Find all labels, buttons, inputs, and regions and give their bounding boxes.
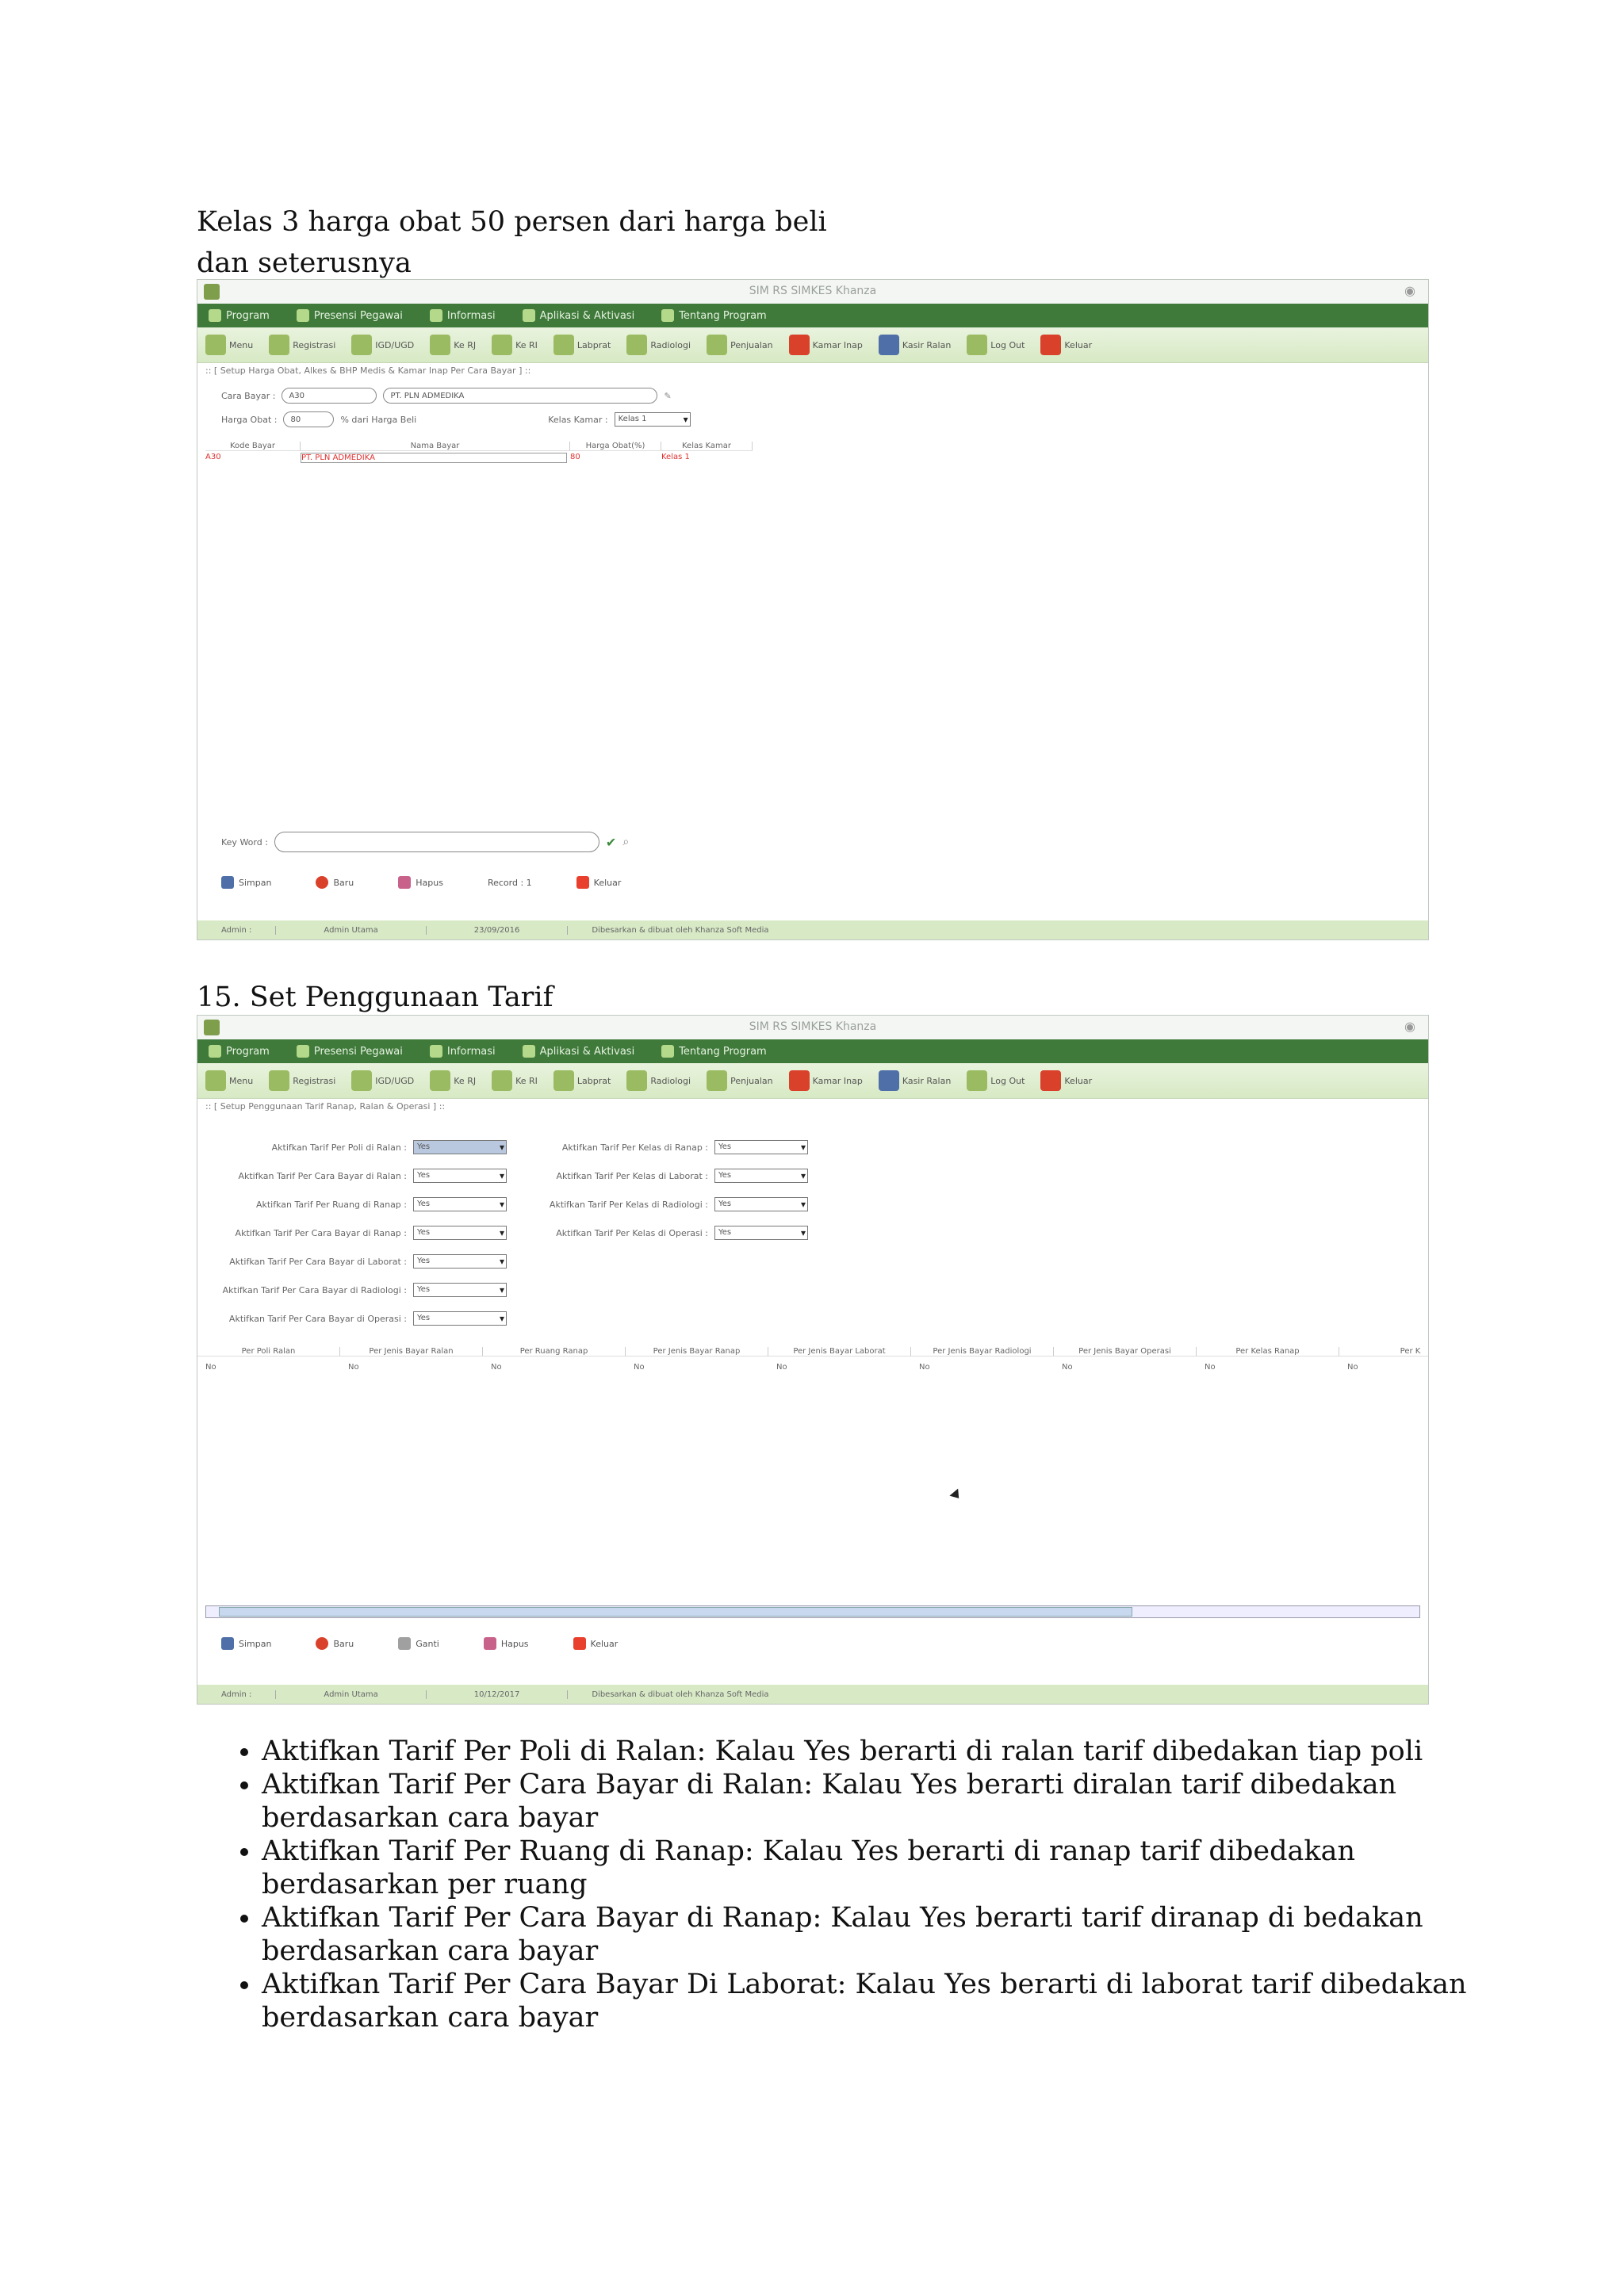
gear-icon xyxy=(523,309,535,322)
tb-menu[interactable]: Menu xyxy=(205,1070,253,1091)
window-title: SIM RS SIMKES Khanza xyxy=(749,285,877,297)
tb-kasir-ralan[interactable]: Kasir Ralan xyxy=(879,335,951,355)
list-item: • Aktifkan Tarif Per Cara Bayar di Ralan: Kalau Yes berarti diralan tarif dibedakan berdasarkan cara bayar xyxy=(262,1768,1499,1835)
tb-kamar-inap[interactable]: Kamar Inap xyxy=(789,1070,863,1091)
menu-icon xyxy=(205,335,226,355)
doctor-icon xyxy=(351,335,372,355)
field-row xyxy=(197,1219,515,1247)
column-header[interactable]: Per Jenis Bayar Ranap xyxy=(626,1347,768,1356)
status-credit: Dibesarkan & dibuat oleh Khanza Soft Media xyxy=(592,1689,769,1699)
lab-icon xyxy=(553,335,574,355)
tb-igd[interactable]: IGD/UGD xyxy=(351,1070,414,1091)
field-select[interactable]: Yes ▾ xyxy=(413,1226,507,1240)
menu-aplikasi[interactable]: Aplikasi & Aktivasi xyxy=(523,309,635,322)
record-count: Record : 1 xyxy=(487,877,532,888)
table-cell: No xyxy=(491,1363,502,1372)
list-item: • Aktifkan Tarif Per Poli di Ralan: Kalau Yes berarti di ralan tarif dibedakan tiap poli xyxy=(262,1735,1499,1768)
gear-icon xyxy=(523,1045,535,1058)
section-heading: 15. Set Penggunaan Tarif xyxy=(197,982,553,1013)
field-row xyxy=(530,1133,816,1161)
field-row xyxy=(197,1161,515,1190)
cell-nama: PT. PLN ADMEDIKA xyxy=(301,453,567,463)
info-icon xyxy=(430,1045,442,1058)
kelas-kamar-label: Kelas Kamar : xyxy=(548,414,608,425)
list-item: • Aktifkan Tarif Per Ruang di Ranap: Kalau Yes berarti di ranap tarif dibedakan berdasarkan per ruang xyxy=(262,1835,1499,1901)
close-icon xyxy=(1040,335,1061,355)
tb-igd[interactable]: IGD/UGD xyxy=(351,335,414,355)
menu-bar xyxy=(197,304,1428,327)
help-icon xyxy=(661,309,674,322)
baru-button[interactable]: Baru xyxy=(316,876,354,889)
logout-icon xyxy=(967,1070,987,1091)
close-icon xyxy=(1040,1070,1061,1091)
col-kelas-kamar[interactable]: Kelas Kamar xyxy=(661,442,753,450)
field-row xyxy=(530,1161,816,1190)
tb-log-out[interactable]: Log Out xyxy=(967,1070,1025,1091)
baru-button[interactable]: Baru xyxy=(316,1637,354,1650)
harga-obat-input[interactable]: 80 xyxy=(283,411,334,427)
column-header[interactable]: Per Jenis Bayar Radiologi xyxy=(911,1347,1054,1356)
search-icon[interactable]: ⌕ xyxy=(622,836,630,848)
intro-line-2: dan seterusnya xyxy=(197,247,412,279)
tb-menu[interactable]: Menu xyxy=(205,335,253,355)
column-header[interactable]: Per Jenis Bayar Operasi xyxy=(1054,1347,1197,1356)
table-cell: No xyxy=(634,1363,645,1372)
tb-ke-ri[interactable]: Ke RI xyxy=(492,335,538,355)
tb-ke-rj[interactable]: Ke RJ xyxy=(430,1070,476,1091)
ganti-button[interactable]: Ganti xyxy=(398,1637,439,1650)
window-title: SIM RS SIMKES Khanza xyxy=(749,1020,877,1033)
button-row xyxy=(221,876,621,889)
field-select[interactable]: Yes ▾ xyxy=(413,1140,507,1154)
section-title: :: [ Setup Penggunaan Tarif Ranap, Ralan & Operasi ] :: xyxy=(205,1101,446,1112)
close-icon xyxy=(576,876,589,889)
field-label: Aktifkan Tarif Per Cara Bayar di Operasi : xyxy=(228,1313,407,1324)
scrollbar-thumb[interactable] xyxy=(219,1607,1132,1617)
check-icon[interactable]: ✔ xyxy=(605,834,617,850)
toolbar xyxy=(197,327,1428,363)
field-select[interactable]: Yes ▾ xyxy=(413,1283,507,1297)
field-select[interactable]: Yes ▾ xyxy=(413,1254,507,1269)
book-icon xyxy=(430,335,450,355)
table-cell: No xyxy=(1205,1363,1216,1372)
person-icon xyxy=(297,309,309,322)
field-select[interactable]: Yes ▾ xyxy=(714,1169,808,1183)
status-bar xyxy=(197,920,1428,939)
column-header[interactable]: Per Jenis Bayar Laborat xyxy=(768,1347,911,1356)
cara-bayar-label: Cara Bayar : xyxy=(221,390,276,401)
info-icon xyxy=(430,309,442,322)
col-nama-bayar[interactable]: Nama Bayar xyxy=(301,442,570,450)
register-icon xyxy=(269,1070,289,1091)
harga-obat-row xyxy=(221,411,1428,427)
field-row xyxy=(197,1133,515,1161)
column-header[interactable]: Per Kelas Ranap xyxy=(1197,1347,1339,1356)
save-icon xyxy=(221,1637,234,1650)
logout-icon xyxy=(967,335,987,355)
tb-ke-ri[interactable]: Ke RI xyxy=(492,1070,538,1091)
cart-icon xyxy=(707,1070,727,1091)
menu-informasi[interactable]: Informasi xyxy=(430,309,496,322)
field-label: Aktifkan Tarif Per Kelas di Radiologi : xyxy=(549,1199,708,1210)
register-icon xyxy=(269,335,289,355)
table-row[interactable] xyxy=(205,453,1428,463)
toolbar xyxy=(197,1063,1428,1099)
col-kode-bayar[interactable]: Kode Bayar xyxy=(205,442,301,450)
menu-presensi[interactable]: Presensi Pegawai xyxy=(297,1045,403,1058)
table-cell: No xyxy=(776,1363,787,1372)
bed-icon xyxy=(492,335,512,355)
table-cell: No xyxy=(919,1363,930,1372)
hapus-button[interactable]: Hapus xyxy=(484,1637,529,1650)
status-user-label: Admin : xyxy=(197,1690,276,1699)
right-fields xyxy=(530,1133,816,1247)
window-titlebar xyxy=(197,280,1428,304)
table-header xyxy=(197,1347,1428,1357)
keluar-button[interactable]: Keluar xyxy=(573,1637,619,1650)
person-icon xyxy=(297,1045,309,1058)
table-cell: No xyxy=(1347,1363,1358,1372)
list-item: • Aktifkan Tarif Per Cara Bayar Di Laborat: Kalau Yes berarti di laborat tarif dibedakan berdasarkan cara bayar xyxy=(262,1968,1499,2034)
field-label: Aktifkan Tarif Per Kelas di Operasi : xyxy=(556,1227,708,1238)
menu-presensi[interactable]: Presensi Pegawai xyxy=(297,309,403,322)
horizontal-scrollbar[interactable] xyxy=(205,1605,1420,1618)
field-label: Aktifkan Tarif Per Cara Bayar di Ralan : xyxy=(238,1170,407,1181)
help-icon xyxy=(661,1045,674,1058)
key-icon xyxy=(209,1045,221,1058)
keyword-row xyxy=(221,832,629,852)
new-icon xyxy=(316,876,328,889)
tb-ke-rj[interactable]: Ke RJ xyxy=(430,335,476,355)
key-icon xyxy=(209,309,221,322)
field-row xyxy=(197,1304,515,1333)
intro-line-1: Kelas 3 harga obat 50 persen dari harga beli xyxy=(197,206,827,238)
cashier-icon xyxy=(879,1070,899,1091)
column-header[interactable]: Per Ruang Ranap xyxy=(483,1347,626,1356)
delete-icon xyxy=(484,1637,496,1650)
field-select[interactable]: Yes ▾ xyxy=(714,1197,808,1211)
cell-kode: A30 xyxy=(205,453,221,461)
list-item: • Aktifkan Tarif Per Cara Bayar di Ranap: Kalau Yes berarti tarif diranap di bedakan berdasarkan cara bayar xyxy=(262,1901,1499,1968)
tb-radiologi[interactable]: Radiologi xyxy=(626,335,691,355)
keyword-label: Key Word : xyxy=(221,836,268,848)
field-row xyxy=(197,1190,515,1219)
left-fields xyxy=(197,1133,515,1333)
simpan-button[interactable]: Simpan xyxy=(221,1637,271,1650)
close-icon[interactable]: ◉ xyxy=(1404,1019,1422,1034)
field-select[interactable]: Yes ▾ xyxy=(413,1311,507,1326)
table-cell: No xyxy=(205,1363,216,1372)
table-header xyxy=(205,442,753,451)
tb-registrasi[interactable]: Registrasi xyxy=(269,335,335,355)
window-titlebar xyxy=(197,1016,1428,1039)
tb-keluar[interactable]: Keluar xyxy=(1040,335,1092,355)
field-label: Aktifkan Tarif Per Poli di Ralan : xyxy=(271,1142,407,1153)
bed-icon xyxy=(492,1070,512,1091)
bullet-list xyxy=(197,1735,1499,2034)
delete-icon xyxy=(398,876,411,889)
table-cell: No xyxy=(1062,1363,1073,1372)
house-icon xyxy=(789,335,810,355)
button-row xyxy=(221,1637,618,1650)
screenshot-set-penggunaan-tarif xyxy=(197,1015,1429,1705)
harga-obat-suffix: % dari Harga Beli xyxy=(340,414,417,425)
pencil-icon[interactable]: ✎ xyxy=(664,390,672,401)
edit-icon xyxy=(398,1637,411,1650)
tb-keluar[interactable]: Keluar xyxy=(1040,1070,1092,1091)
field-row xyxy=(197,1276,515,1304)
tb-registrasi[interactable]: Registrasi xyxy=(269,1070,335,1091)
column-header[interactable]: Per Poli Ralan xyxy=(197,1347,340,1356)
menu-tentang[interactable]: Tentang Program xyxy=(661,1045,767,1058)
tb-penjualan[interactable]: Penjualan xyxy=(707,1070,773,1091)
new-icon xyxy=(316,1637,328,1650)
status-user-name: Admin Utama xyxy=(276,926,426,935)
status-bar xyxy=(197,1685,1428,1704)
table-row[interactable] xyxy=(197,1363,1428,1372)
cashier-icon xyxy=(879,335,899,355)
field-label: Aktifkan Tarif Per Cara Bayar di Laborat : xyxy=(229,1256,407,1267)
table-cell: No xyxy=(348,1363,359,1372)
doctor-icon xyxy=(351,1070,372,1091)
keluar-button[interactable]: Keluar xyxy=(576,876,622,889)
cara-bayar-row xyxy=(221,388,1428,404)
tb-kasir-ralan[interactable]: Kasir Ralan xyxy=(879,1070,951,1091)
field-row xyxy=(530,1219,816,1247)
mouse-cursor-icon xyxy=(949,1489,963,1502)
menu-program[interactable]: Program xyxy=(209,309,270,322)
cell-harga: 80 xyxy=(570,453,580,461)
col-harga-obat[interactable]: Harga Obat(%) xyxy=(570,442,661,450)
cell-kelas: Kelas 1 xyxy=(661,453,690,461)
hapus-button[interactable]: Hapus xyxy=(398,876,443,889)
field-row xyxy=(197,1247,515,1276)
close-icon[interactable]: ◉ xyxy=(1404,283,1422,298)
tb-labprat[interactable]: Labprat xyxy=(553,1070,611,1091)
status-user-label: Admin : xyxy=(197,926,276,935)
lab-icon xyxy=(553,1070,574,1091)
field-label: Aktifkan Tarif Per Kelas di Ranap : xyxy=(561,1142,708,1153)
field-select[interactable]: Yes ▾ xyxy=(413,1197,507,1211)
tb-radiologi[interactable]: Radiologi xyxy=(626,1070,691,1091)
tb-penjualan[interactable]: Penjualan xyxy=(707,335,773,355)
section-title: :: [ Setup Harga Obat, Alkes & BHP Medis & Kamar Inap Per Cara Bayar ] :: xyxy=(205,365,531,376)
xray-icon xyxy=(626,335,647,355)
menu-aplikasi[interactable]: Aplikasi & Aktivasi xyxy=(523,1045,635,1058)
tb-labprat[interactable]: Labprat xyxy=(553,335,611,355)
field-row xyxy=(530,1190,816,1219)
cart-icon xyxy=(707,335,727,355)
field-label: Aktifkan Tarif Per Cara Bayar di Radiologi : xyxy=(222,1284,407,1295)
keyword-input[interactable] xyxy=(274,832,599,852)
field-select[interactable]: Yes ▾ xyxy=(714,1226,808,1240)
field-select[interactable]: Yes ▾ xyxy=(714,1140,808,1154)
menu-informasi[interactable]: Informasi xyxy=(430,1045,496,1058)
field-label: Aktifkan Tarif Per Ruang di Ranap : xyxy=(255,1199,407,1210)
menu-program[interactable]: Program xyxy=(209,1045,270,1058)
status-user-name: Admin Utama xyxy=(276,1690,426,1699)
close-icon xyxy=(573,1637,586,1650)
tb-log-out[interactable]: Log Out xyxy=(967,335,1025,355)
field-label: Aktifkan Tarif Per Cara Bayar di Ranap : xyxy=(235,1227,407,1238)
column-header[interactable]: Per Jenis Bayar Ralan xyxy=(340,1347,483,1356)
kelas-kamar-select[interactable]: Kelas 1 ▾ xyxy=(615,412,691,427)
simpan-button[interactable]: Simpan xyxy=(221,876,271,889)
save-icon xyxy=(221,876,234,889)
status-credit: Dibesarkan & dibuat oleh Khanza Soft Media xyxy=(592,925,769,935)
tb-kamar-inap[interactable]: Kamar Inap xyxy=(789,335,863,355)
cara-bayar-code-input[interactable]: A30 xyxy=(282,388,377,404)
status-date: 23/09/2016 xyxy=(427,926,569,935)
menu-icon xyxy=(205,1070,226,1091)
cara-bayar-name-input[interactable]: PT. PLN ADMEDIKA xyxy=(383,388,657,404)
menu-tentang[interactable]: Tentang Program xyxy=(661,309,767,322)
house-icon xyxy=(789,1070,810,1091)
book-icon xyxy=(430,1070,450,1091)
status-date: 10/12/2017 xyxy=(427,1690,569,1699)
harga-obat-label: Harga Obat : xyxy=(221,414,278,425)
field-select[interactable]: Yes ▾ xyxy=(413,1169,507,1183)
field-label: Aktifkan Tarif Per Kelas di Laborat : xyxy=(556,1170,708,1181)
screenshot-setup-harga xyxy=(197,279,1429,940)
xray-icon xyxy=(626,1070,647,1091)
menu-bar xyxy=(197,1039,1428,1063)
column-header[interactable]: Per K xyxy=(1339,1347,1429,1356)
